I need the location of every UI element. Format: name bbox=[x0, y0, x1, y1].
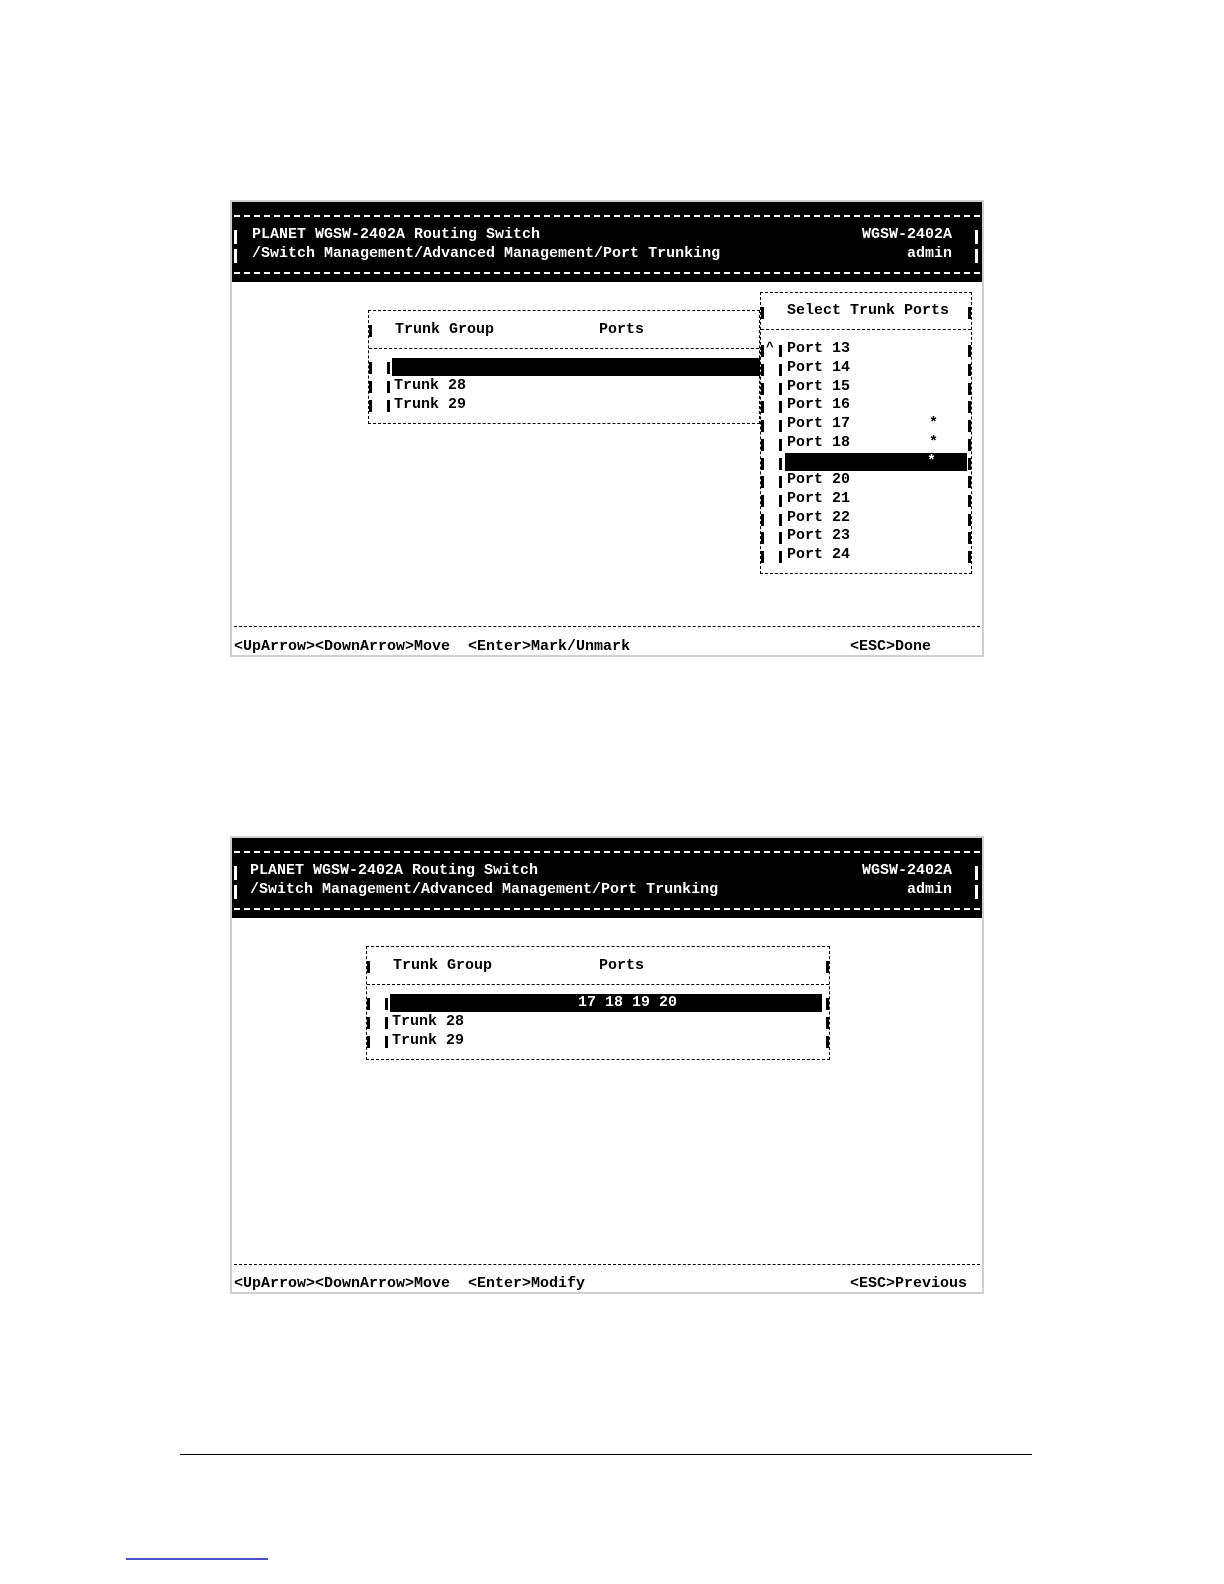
port-option[interactable]: Port 14 bbox=[787, 359, 851, 376]
footer-divider bbox=[234, 1264, 980, 1265]
terminal-screen-trunk-groups bbox=[230, 836, 984, 1294]
app-title: PLANET WGSW-2402A Routing Switch bbox=[250, 862, 539, 879]
column-header-ports: Ports bbox=[599, 321, 645, 338]
page-footer-rule bbox=[180, 1454, 1032, 1455]
column-header-trunk-group: Trunk Group bbox=[393, 957, 493, 974]
trunk-ports: 17 18 19 20 bbox=[578, 994, 678, 1011]
port-option[interactable]: Port 20 bbox=[787, 471, 851, 488]
page-footer-link-underline bbox=[126, 1558, 268, 1560]
model-name: WGSW-2402A bbox=[861, 226, 952, 243]
terminal-screen-trunk-port-select bbox=[230, 200, 984, 657]
trunk-group-table bbox=[366, 946, 830, 1060]
breadcrumb: /Switch Management/Advanced Management/Port Trunking bbox=[252, 245, 721, 262]
port-option[interactable]: Port 16 bbox=[787, 396, 851, 413]
popup-title: Select Trunk Ports bbox=[787, 302, 950, 319]
scroll-up-indicator[interactable]: ^ bbox=[766, 340, 774, 355]
trunk-group-table bbox=[368, 310, 760, 424]
table-row[interactable]: Trunk 29 bbox=[392, 1032, 465, 1049]
port-option[interactable]: Port 13 bbox=[787, 340, 851, 357]
port-label: Port 19 bbox=[841, 471, 905, 488]
port-option[interactable]: Port 22 bbox=[787, 509, 851, 526]
trunk-name: Trunk 27 bbox=[448, 376, 521, 393]
screen-header bbox=[232, 202, 982, 282]
port-option[interactable]: Port 24 bbox=[787, 546, 851, 563]
port-option[interactable]: Port 15 bbox=[787, 378, 851, 395]
user-name: admin bbox=[906, 881, 952, 898]
footer-divider bbox=[234, 626, 980, 627]
user-name: admin bbox=[906, 245, 952, 262]
model-name: WGSW-2402A bbox=[861, 862, 952, 879]
footer-hint-keys: <UpArrow><DownArrow>Move <Enter>Mark/Unmark bbox=[234, 638, 631, 655]
port-option[interactable]: Port 18 bbox=[787, 434, 851, 451]
select-trunk-ports-popup bbox=[760, 292, 972, 574]
footer-hint-keys: <UpArrow><DownArrow>Move <Enter>Modify bbox=[234, 1275, 586, 1292]
port-marked-indicator: * bbox=[929, 434, 939, 451]
breadcrumb: /Switch Management/Advanced Management/Port Trunking bbox=[250, 881, 719, 898]
port-option[interactable]: Port 21 bbox=[787, 490, 851, 507]
footer-hint-esc[interactable]: <ESC>Done bbox=[850, 638, 932, 655]
port-marked-indicator: * bbox=[929, 415, 939, 432]
port-option[interactable]: Port 23 bbox=[787, 527, 851, 544]
trunk-name: Trunk 27 bbox=[446, 1012, 519, 1029]
app-title: PLANET WGSW-2402A Routing Switch bbox=[252, 226, 541, 243]
table-row[interactable]: Trunk 28 bbox=[394, 377, 467, 394]
column-header-ports: Ports bbox=[599, 957, 645, 974]
port-marked-indicator: * bbox=[927, 453, 937, 470]
footer-hint-esc[interactable]: <ESC>Previous bbox=[850, 1275, 968, 1292]
screen-header bbox=[232, 838, 982, 918]
column-header-trunk-group: Trunk Group bbox=[395, 321, 495, 338]
table-row[interactable]: Trunk 28 bbox=[392, 1013, 465, 1030]
port-option[interactable]: Port 17 bbox=[787, 415, 851, 432]
table-row[interactable]: Trunk 29 bbox=[394, 396, 467, 413]
